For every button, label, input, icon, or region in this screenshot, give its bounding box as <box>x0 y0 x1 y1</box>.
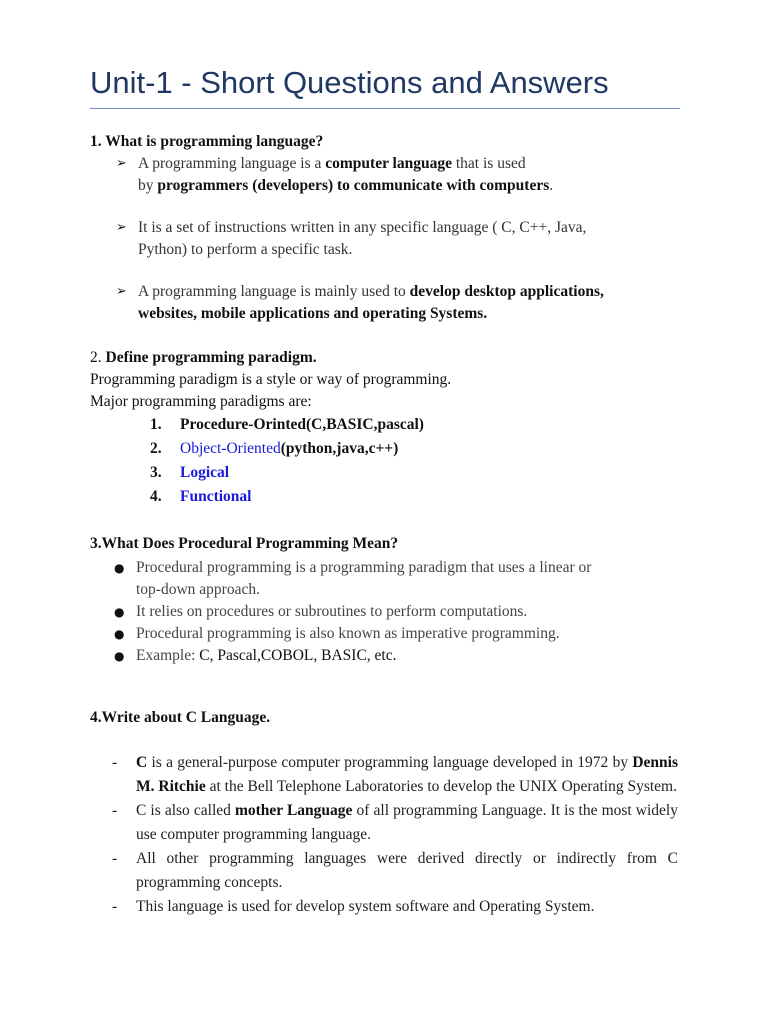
dot-bullet-icon: ● <box>114 605 125 619</box>
q3-bullet-4: ● Example: C, Pascal,COBOL, BASIC, etc. <box>114 645 678 667</box>
page-title: Unit-1 - Short Questions and Answers <box>90 65 609 100</box>
paradigm-item: 1. Procedure-Orinted(C,BASIC,pascal) <box>150 416 424 433</box>
paradigm-item: 4. Functional <box>150 488 252 505</box>
paradigm-item: 2. Object-Oriented(python,java,c++) <box>150 440 399 457</box>
q3-bullet-2: ● It relies on procedures or subroutines to perform computations. <box>114 601 678 623</box>
dot-bullet-icon: ● <box>114 627 125 641</box>
q4-item-1: - C is a general-purpose computer programming language developed in 1972 by Dennis M. Ritchie at the Bell Telephone Laboratories to develop the UNIX Operating System. <box>112 751 678 799</box>
dash-bullet: - <box>112 754 118 771</box>
arrow-bullet-icon: ➢ <box>116 284 127 299</box>
dash-bullet: - <box>112 850 118 867</box>
q4-item-2: - C is also called mother Language of all programming Language. It is the most widely use computer programming language. <box>112 799 678 847</box>
q1-bullet-2: ➢ It is a set of instructions written in any specific language ( C, C++, Java, Python) to perform a specific task. <box>116 219 587 258</box>
title-underline <box>90 108 680 109</box>
q1-heading: 1. What is programming language? <box>90 133 324 150</box>
q4-item-4: - This language is used for develop system software and Operating System. <box>112 895 678 919</box>
q4-list <box>90 751 678 919</box>
paradigm-list <box>90 413 678 509</box>
dash-bullet: - <box>112 898 118 915</box>
paradigm-item: 3. Logical <box>150 464 230 481</box>
q4-heading: 4.Write about C Language. <box>90 709 271 726</box>
dash-bullet: - <box>112 802 118 819</box>
q3-list <box>90 557 678 667</box>
q4-item-3: - All other programming languages were derived directly or indirectly from C programming concepts. <box>112 847 678 895</box>
q2-paragraph-2: Major programming paradigms are: <box>90 393 312 410</box>
dot-bullet-icon: ● <box>114 649 125 663</box>
q2-paragraph-1: Programming paradigm is a style or way of programming. <box>90 371 452 388</box>
arrow-bullet-icon: ➢ <box>116 156 127 171</box>
q1-bullet-1: ➢ A programming language is a computer language that is used by programmers (developers) to communicate with computers. <box>116 155 554 194</box>
q3-heading: 3.What Does Procedural Programming Mean? <box>90 535 399 552</box>
q2-heading: 2. Define programming paradigm. <box>90 349 317 366</box>
arrow-bullet-icon: ➢ <box>116 220 127 235</box>
q1-list <box>90 153 678 325</box>
q3-bullet-3: ● Procedural programming is also known as imperative programming. <box>114 623 678 645</box>
q1-bullet-3: ➢ A programming language is mainly used to develop desktop applications, websites, mobile applications and operating Systems. <box>116 283 604 322</box>
dot-bullet-icon: ● <box>114 561 125 575</box>
q3-bullet-1: ● Procedural programming is a programming paradigm that uses a linear or top-down approach. <box>114 559 592 598</box>
